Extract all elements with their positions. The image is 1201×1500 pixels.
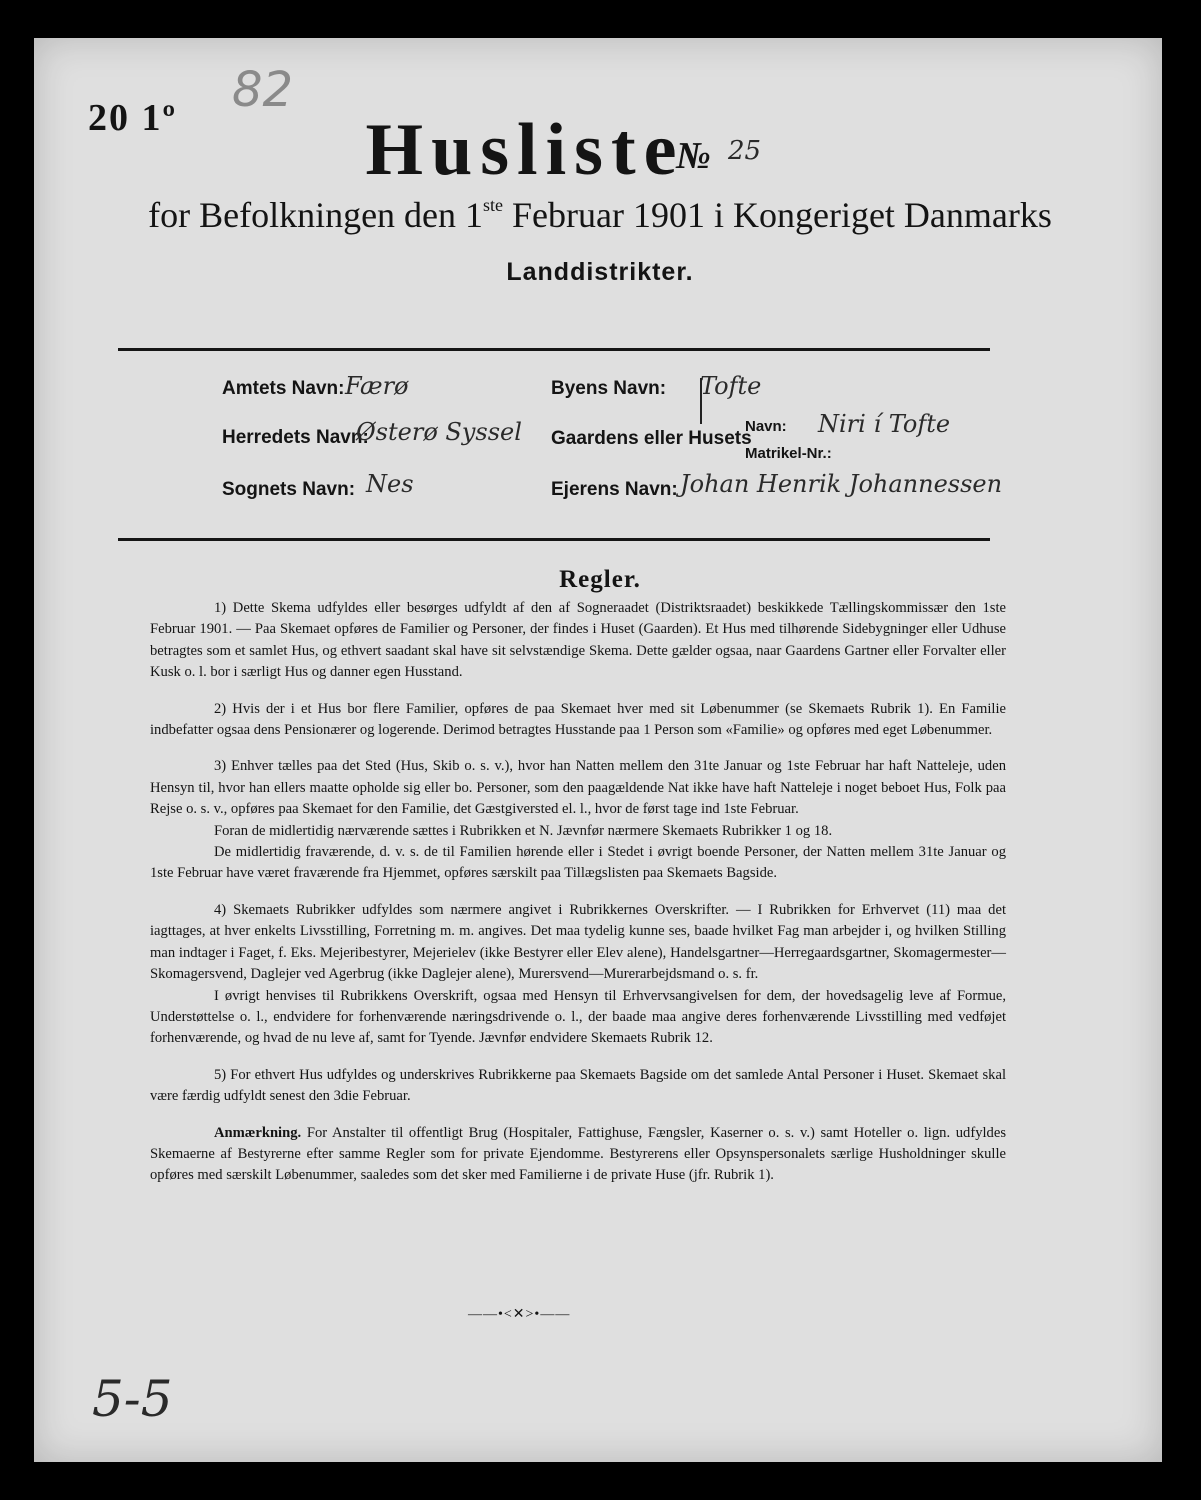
number-sign: № [676, 135, 711, 177]
rule-3a: 3) Enhver tælles paa det Sted (Hus, Skib o. s. v.), hvor han Natten mellem den 31te Januar og 1ste Februar har haft Natteleje, uden Hensyn til, hvor han ellers maatte opholde sig eller bo. Personer, som den paagældende Nat ikke have haft Natteleje i noget beboet Hus, Folk paa Rejse o. s. v., opføres paa Skemaet for den Familie, det Gæstgiversted el. l., hvor de først tage ind 1ste Februar. [150, 758, 1006, 818]
bottom-annotation: 5-5 [92, 1370, 173, 1428]
note-text: For Anstalter til offentligt Brug (Hospitaler, Fattighuse, Fængsler, Kaserner o. s. v.) samt Hoteller o. lign. udfyldes Skemaerne af Bestyrerne efter samme Regler som for private Ejendomme. Bestyrerens eller Opsynspersonalets særlige Husholdninger skulle opføres med særskilt Løbenummer, saaledes som det sker med Familierne i de private Huse (jfr. Rubrik 1). [150, 1124, 1006, 1184]
subtitle-part-b: Februar 1901 i Kongeriget Danmarks [503, 195, 1052, 235]
ornament-divider: ——•<✕>•—— [468, 1307, 571, 1322]
list-number: 25 [728, 136, 762, 166]
page-title: Husliste [365, 109, 685, 191]
rules-title: Regler. [559, 566, 641, 593]
rule-3b: Foran de midlertidig nærværende sættes i Rubrikken et N. Jævnfør nærmere Skemaets Rubrikker 1 og 18. [214, 822, 833, 839]
gaard-label: Gaardens eller Husets [551, 428, 752, 449]
rule-1: 1) Dette Skema udfyldes eller besørges udfyldt af den af Sogneraadet (Distriktsraadet) beskikkede Tællingskommissær den 1ste Februar 1901. — Paa Skemaet opføres de Familier og Personer, der findes i Huset (Gaarden). Et Hus med tilhørende Sidebygninger eller Udhuse betragtes som et samlet Hus, og ethvert saadant skal have sit selvstændige Skema. Dette gælder ogsaa, naar Gaardens Gartner eller Forvalter eller Kusk o. l. bor i særligt Hus og danner egen Husstand. [150, 600, 1006, 681]
sogn-value: Nes [366, 470, 414, 498]
note-label: Anmærkning. [214, 1124, 302, 1141]
sogn-label: Sognets Navn: [222, 479, 356, 500]
herred-label: Herredets Navn: [222, 427, 369, 448]
rule-4a: 4) Skemaets Rubrikker udfyldes som nærmere angivet i Rubrikkernes Overskrifter. — I Rubrikken for Erhvervet (11) maa det iagttages, at hver enkelts Livsstilling, Forretning m. m. angives. Det maa tydelig kunne ses, baade hvilket Fag man arbejder i, og hvilken Stilling man indtager i Faget, f. Eks. Mejeribestyrer, Mejerielev (ikke Bestyrer eller Elev alene), Handelsgartner—Herregaardsgartner, Skomagermester—Skomagersvend, Daglejer ved Agerbrug (ikke Daglejer alene), Murersvend—Murerarbejdsmand o. s. fr. [150, 901, 1006, 983]
rule-5: 5) For ethvert Hus udfyldes og underskrives Rubrikkerne paa Skemaets Bagside om det samlede Antal Personer i Huset. Skemaet skal være færdig udfyldt senest den 3die Februar. [150, 1066, 1006, 1105]
rule-2: 2) Hvis der i et Hus bor flere Familier, opføres de paa Skemaet hver med sit Løbenummer (se Skemaets Rubrik 1). En Familie indbefatter ogsaa dens Pensionærer og logerende. Derimod betragtes Husstande paa 1 Person som «Familie» og opføres med eget Løbenummer. [150, 700, 1006, 739]
top-divider [118, 348, 990, 351]
ejer-value: Johan Henrik Johannessen [680, 470, 1003, 498]
rule-4b: I øvrigt henvises til Rubrikkens Overskrift, ogsaa med Hensyn til Erhvervsangivelsen for dem, der hovedsagelig leve af Formue, Understøttelse o. l., endvidere for forhenværende næringsdrivende o. l., der baade maa angive deres forhenværende Livsstilling med vedføjet forhenværende, og hvad de nu leve af, samt for Tyende. Jævnfør endvidere Skemaets Rubrik 12. [150, 987, 1006, 1047]
rule-note [150, 1123, 1006, 1187]
by-value: Tofte [700, 372, 762, 400]
page-subtitle [100, 194, 1100, 236]
navn-label: Navn: [745, 418, 787, 435]
subtitle-part-a: for Befolkningen den 1 [148, 195, 484, 235]
district-type: Landdistrikter. [506, 258, 694, 286]
matrikel-label: Matrikel-Nr.: [745, 445, 832, 462]
reference-number: 20 1º [88, 97, 178, 139]
gaard-navn-value: Niri í Tofte [818, 410, 951, 438]
herred-value: Østerø Syssel [356, 418, 522, 446]
bottom-divider [118, 538, 990, 541]
amt-label: Amtets Navn: [222, 378, 345, 399]
rule-3c: De midlertidig fraværende, d. v. s. de til Familien hørende eller i Stedet i øvrigt boende Personer, der Natten mellem 31te Januar og 1ste Februar have været fraværende fra Hjemmet, opføres særskilt paa Tillægslisten paa Skemaets Bagside. [150, 844, 1006, 882]
by-label: Byens Navn: [551, 378, 667, 399]
subtitle-sup: ste [483, 195, 504, 215]
ejer-label: Ejerens Navn: [551, 479, 678, 500]
brace-divider [700, 378, 706, 424]
pencil-annotation: 82 [232, 62, 294, 118]
amt-value: Færø [345, 372, 409, 400]
rules-body [150, 598, 1006, 1202]
